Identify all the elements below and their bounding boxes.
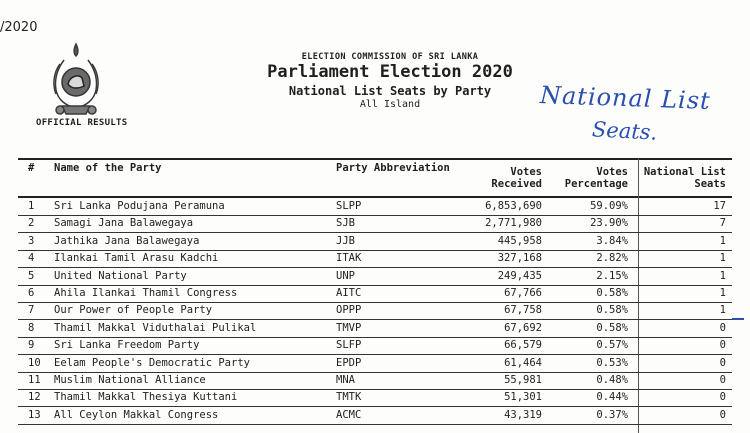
header-abbreviation: Party Abbreviation: [336, 162, 450, 174]
national-list-seats: 1: [719, 252, 726, 265]
row-number: 4: [28, 252, 35, 265]
row-number: 2: [28, 217, 35, 230]
votes-percentage: 0.53%: [596, 356, 628, 369]
votes-percentage: 0.44%: [596, 391, 628, 404]
votes-percentage: 0.48%: [596, 374, 628, 386]
row-divider: [18, 424, 732, 425]
votes-received: 327,168: [497, 252, 542, 265]
party-abbreviation: MNA: [336, 374, 355, 386]
votes-percentage: 0.57%: [596, 339, 628, 352]
header-votes: Votes Received: [491, 166, 542, 190]
party-name: Ilankai Tamil Arasu Kadchi: [54, 252, 219, 265]
party-abbreviation: ACMC: [336, 408, 362, 421]
table-row: [18, 250, 732, 267]
table-row: [18, 285, 732, 302]
votes-received: 67,758: [504, 304, 542, 317]
votes-percentage: 2.82%: [596, 252, 628, 265]
table-header-row: [18, 158, 732, 194]
header-num: #: [28, 162, 35, 174]
party-name: Thamil Makkal Viduthalai Pulikal: [54, 321, 257, 334]
national-list-seats: 1: [719, 234, 726, 247]
header-seats: National List Seats: [643, 166, 726, 190]
party-abbreviation: SLFP: [336, 339, 362, 352]
row-number: 10: [28, 356, 41, 369]
party-name: Our Power of People Party: [54, 304, 213, 317]
header-party-name: Name of the Party: [54, 162, 162, 174]
votes-percentage: 2.15%: [596, 269, 628, 282]
table-row: [18, 337, 732, 354]
party-abbreviation: EPDP: [336, 356, 362, 369]
party-name: Muslim National Alliance: [54, 374, 206, 386]
commission-name: ELECTION COMMISSION OF SRI LANKA: [301, 52, 479, 62]
party-name: Sri Lanka Podujana Peramuna: [54, 200, 225, 212]
national-list-seats: 0: [719, 321, 726, 334]
votes-percentage: 0.58%: [596, 304, 628, 317]
party-abbreviation: UNP: [336, 269, 355, 282]
national-list-seats: 1: [719, 304, 726, 317]
national-list-seats: 0: [719, 374, 726, 386]
votes-received: 67,766: [504, 287, 542, 299]
handwritten-dash-mark: [732, 318, 744, 320]
row-number: 11: [28, 374, 41, 386]
party-name: Sri Lanka Freedom Party: [54, 339, 200, 352]
table-row: [18, 215, 732, 232]
row-number: 7: [28, 304, 35, 317]
national-list-seats: 0: [719, 408, 726, 421]
national-list-seats: 0: [719, 356, 726, 369]
row-number: 1: [28, 200, 35, 212]
votes-percentage: 3.84%: [596, 234, 628, 247]
votes-received: 67,692: [504, 321, 542, 334]
handwritten-note-line1: National List: [539, 81, 712, 115]
table-row: [18, 268, 732, 285]
document-title: Parliament Election 2020: [267, 62, 513, 82]
row-number: 5: [28, 269, 35, 282]
votes-received: 66,579: [504, 339, 542, 352]
votes-percentage: 59.09%: [590, 200, 628, 212]
national-list-seats: 1: [719, 287, 726, 299]
party-name: All Ceylon Makkal Congress: [54, 408, 219, 421]
table-row: [18, 355, 732, 372]
date-fragment: /2020: [0, 20, 38, 35]
party-abbreviation: JJB: [336, 234, 355, 247]
national-list-seats: 7: [719, 217, 726, 230]
row-number: 3: [28, 234, 35, 247]
votes-received: 61,464: [504, 356, 542, 369]
votes-received: 445,958: [497, 234, 542, 247]
party-abbreviation: TMTK: [336, 391, 362, 404]
table-row: [18, 372, 732, 389]
party-abbreviation: OPPP: [336, 304, 362, 317]
votes-percentage: 0.58%: [596, 321, 628, 334]
header-percentage: Votes Percentage: [564, 166, 628, 190]
votes-received: 55,981: [504, 374, 542, 386]
party-abbreviation: ITAK: [336, 252, 362, 265]
party-abbreviation: AITC: [336, 287, 362, 299]
party-name: Jathika Jana Balawegaya: [54, 234, 200, 247]
national-list-seats: 0: [719, 391, 726, 404]
national-list-seats: 1: [719, 269, 726, 282]
party-name: United National Party: [54, 269, 187, 282]
row-number: 8: [28, 321, 35, 334]
votes-percentage: 0.37%: [596, 408, 628, 421]
votes-received: 43,319: [504, 408, 542, 421]
votes-received: 2,771,980: [485, 217, 542, 230]
votes-percentage: 0.58%: [596, 287, 628, 299]
party-name: Thamil Makkal Thesiya Kuttani: [54, 391, 238, 404]
votes-received: 6,853,690: [485, 200, 542, 212]
row-number: 12: [28, 391, 41, 404]
table-row: [18, 320, 732, 337]
party-abbreviation: TMVP: [336, 321, 362, 334]
votes-received: 249,435: [497, 269, 542, 282]
table-row: [18, 198, 732, 215]
party-name: Ahila Ilankai Thamil Congress: [54, 287, 238, 299]
row-number: 13: [28, 408, 41, 421]
table-row: [18, 389, 732, 406]
votes-percentage: 23.90%: [590, 217, 628, 230]
party-name: Samagi Jana Balawegaya: [54, 217, 194, 230]
row-number: 9: [28, 339, 35, 352]
national-list-seats: 0: [719, 339, 726, 352]
table-row: [18, 302, 732, 319]
row-number: 6: [28, 287, 35, 299]
votes-received: 51,301: [504, 391, 542, 404]
table-row: [18, 233, 732, 250]
document-subtitle: National List Seats by Party: [288, 84, 492, 98]
party-abbreviation: SLPP: [336, 200, 362, 212]
party-abbreviation: SJB: [336, 217, 355, 230]
handwritten-note-line2: Seats.: [591, 117, 658, 145]
party-name: Eelam People's Democratic Party: [54, 356, 250, 369]
table-row: [18, 407, 732, 424]
official-results-label: OFFICIAL RESULTS: [36, 118, 128, 128]
region-label: All Island: [359, 99, 421, 110]
national-list-seats: 17: [713, 200, 726, 212]
